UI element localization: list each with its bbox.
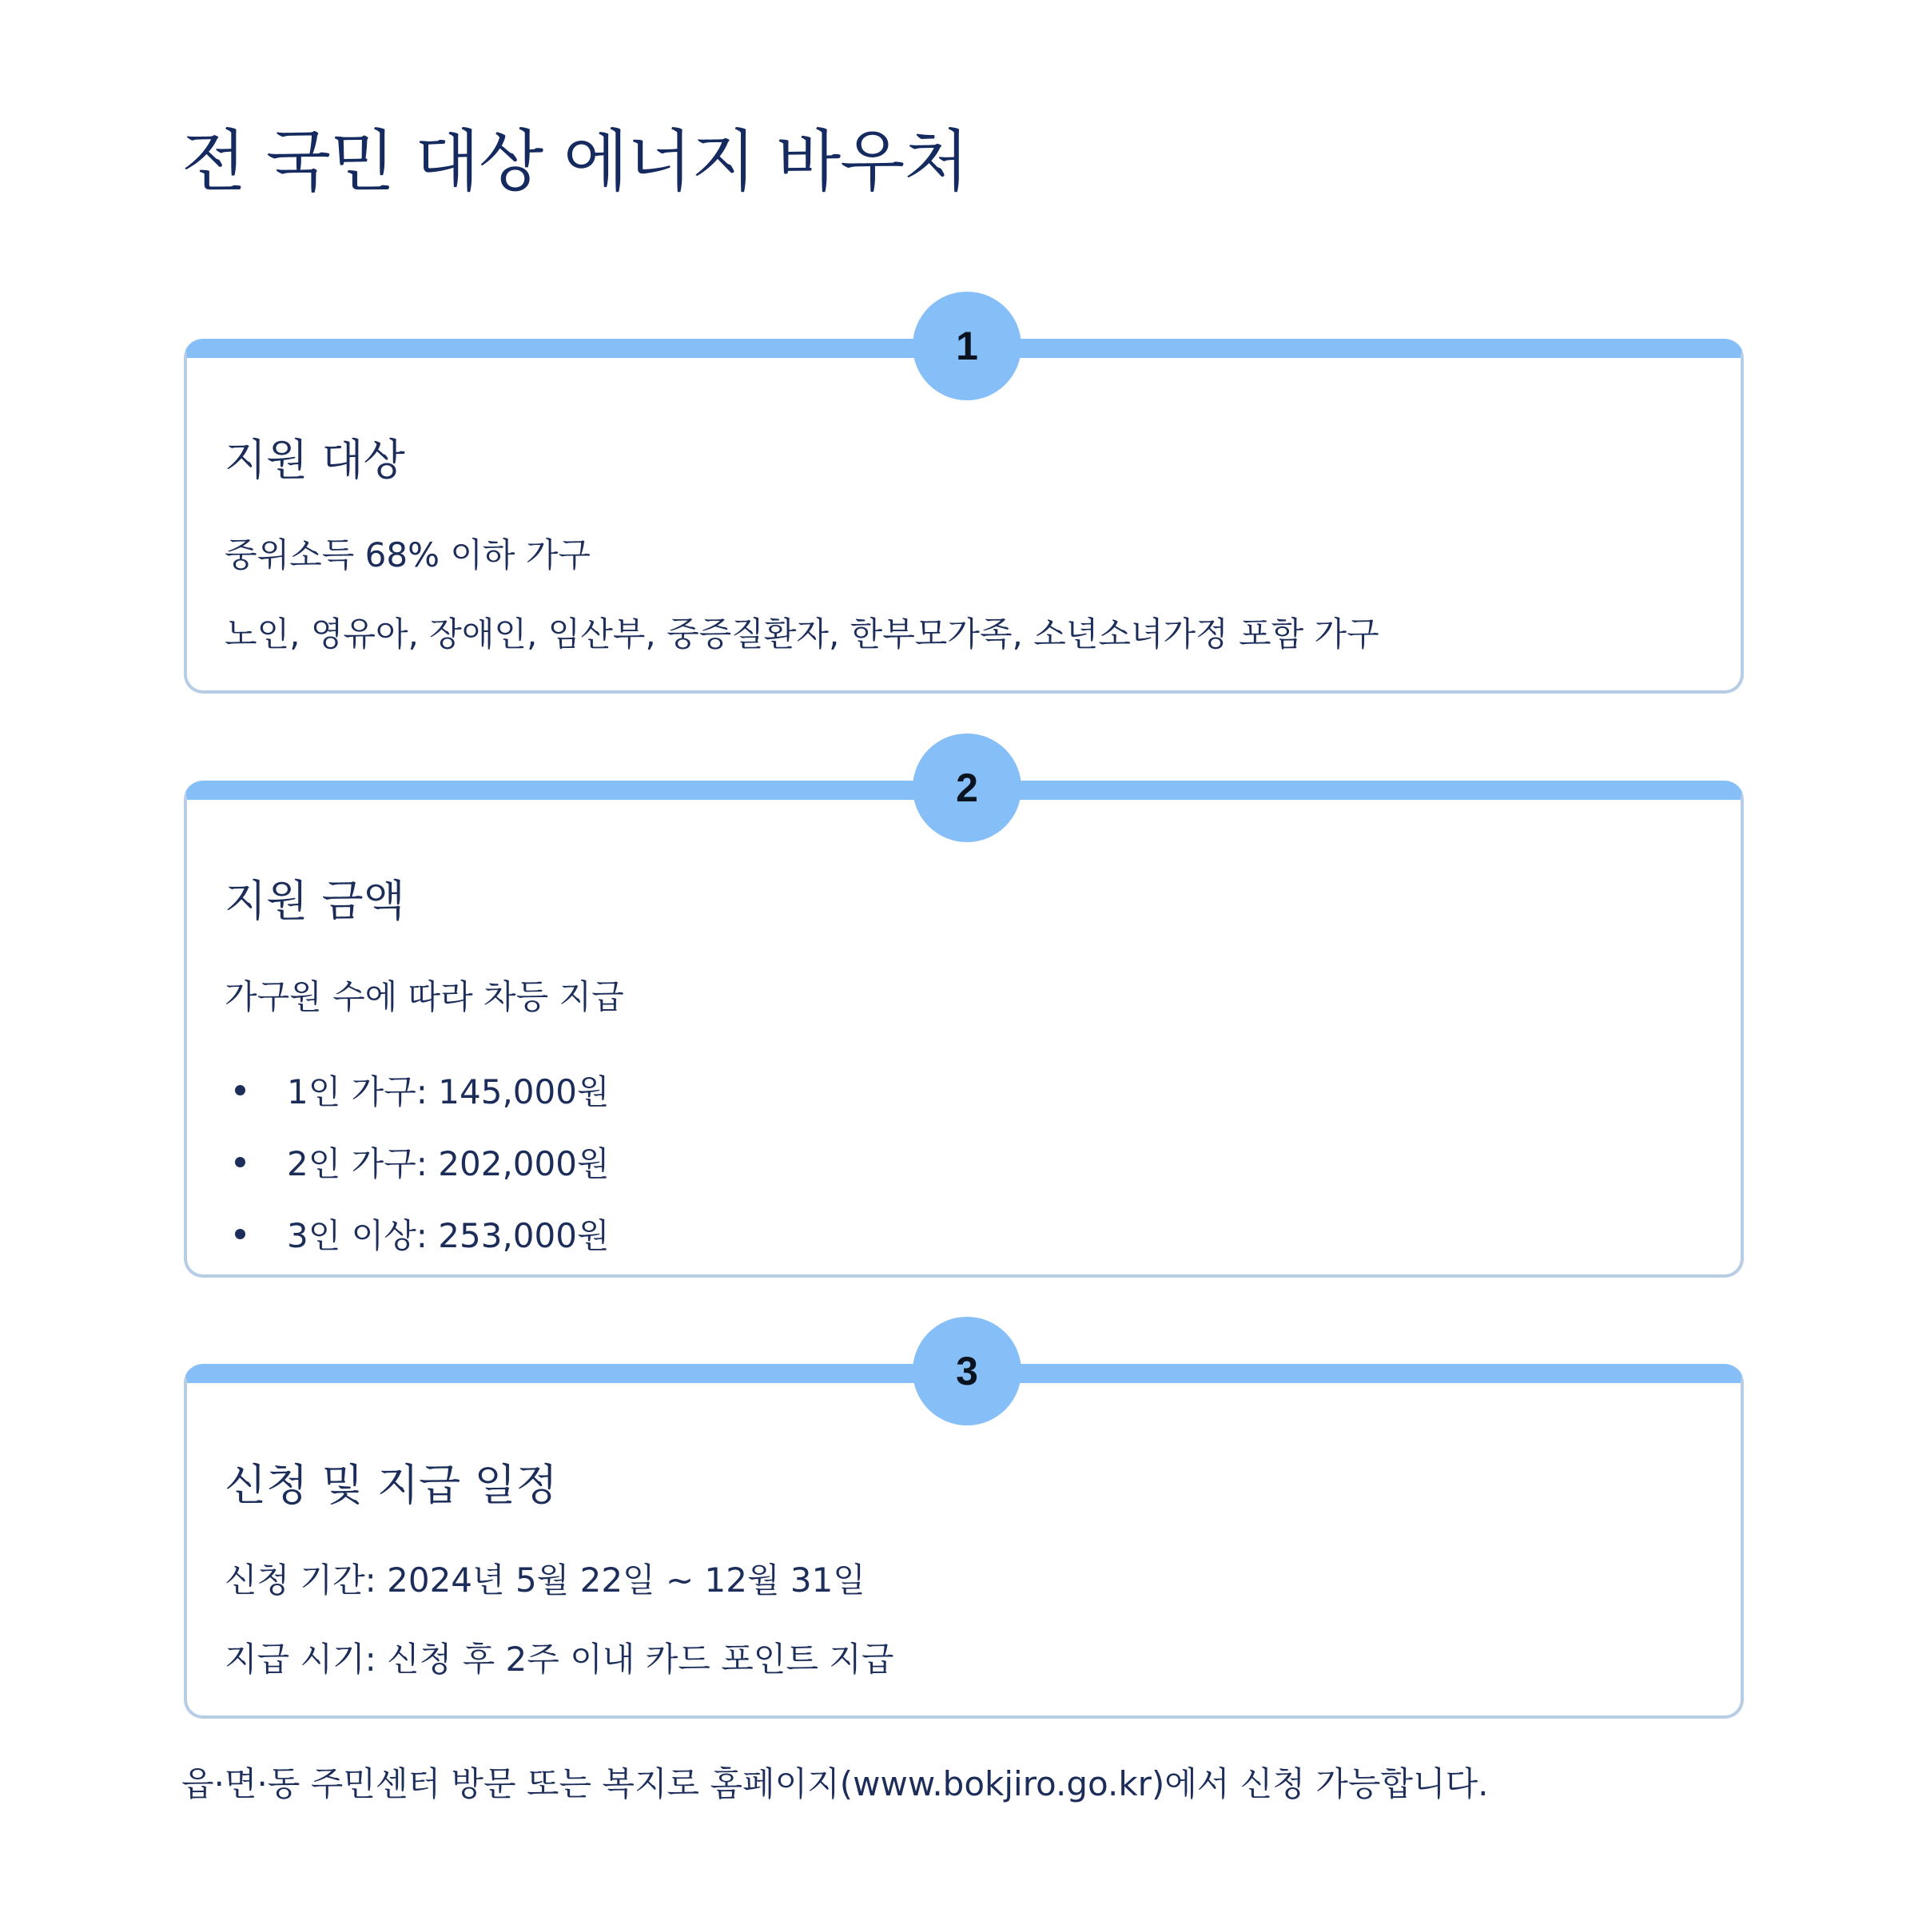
list-item xyxy=(225,1054,610,1126)
card-text-line: 노인, 영유아, 장애인, 임산부, 중증질환자, 한부모가족, 소년소녀가정 포함 가구 xyxy=(225,614,1379,654)
step-card-amount xyxy=(184,765,1744,1278)
bullet-icon xyxy=(235,1229,245,1239)
card-text-line: 가구원 수에 따라 차등 지급 xyxy=(225,977,624,1016)
step-number-badge: 1 xyxy=(913,292,1021,400)
card-heading: 지원 금액 xyxy=(225,876,405,926)
footer-note: 읍·면·동 주민센터 방문 또는 복지로 홈페이지(www.bokjiro.go.kr)에서 신청 가능합니다. xyxy=(181,1764,1489,1803)
card-text-line: 신청 기간: 2024년 5월 22일 ~ 12월 31일 xyxy=(225,1560,865,1600)
list-item xyxy=(225,1126,610,1198)
card-text-line: 중위소득 68% 이하 가구 xyxy=(225,535,591,574)
list-item xyxy=(225,1198,610,1270)
step-card-schedule xyxy=(184,1349,1744,1719)
step-card-eligibility xyxy=(184,324,1744,694)
bullet-icon xyxy=(235,1157,245,1167)
amount-list xyxy=(225,1054,610,1270)
list-item-text: 3인 이상: 253,000원 xyxy=(287,1216,610,1255)
card-heading: 신청 및 지급 일정 xyxy=(225,1460,558,1510)
step-number-badge: 3 xyxy=(913,1317,1021,1425)
card-heading: 지원 대상 xyxy=(225,435,405,485)
list-item-text: 2인 가구: 202,000원 xyxy=(287,1144,610,1183)
step-number-badge: 2 xyxy=(913,733,1021,842)
card-text-line: 지급 시기: 신청 후 2주 이내 카드 포인트 지급 xyxy=(225,1640,894,1679)
list-item-text: 1인 가구: 145,000원 xyxy=(287,1072,610,1111)
bullet-icon xyxy=(235,1085,245,1095)
page-title: 전 국민 대상 에너지 바우처 xyxy=(181,122,969,201)
